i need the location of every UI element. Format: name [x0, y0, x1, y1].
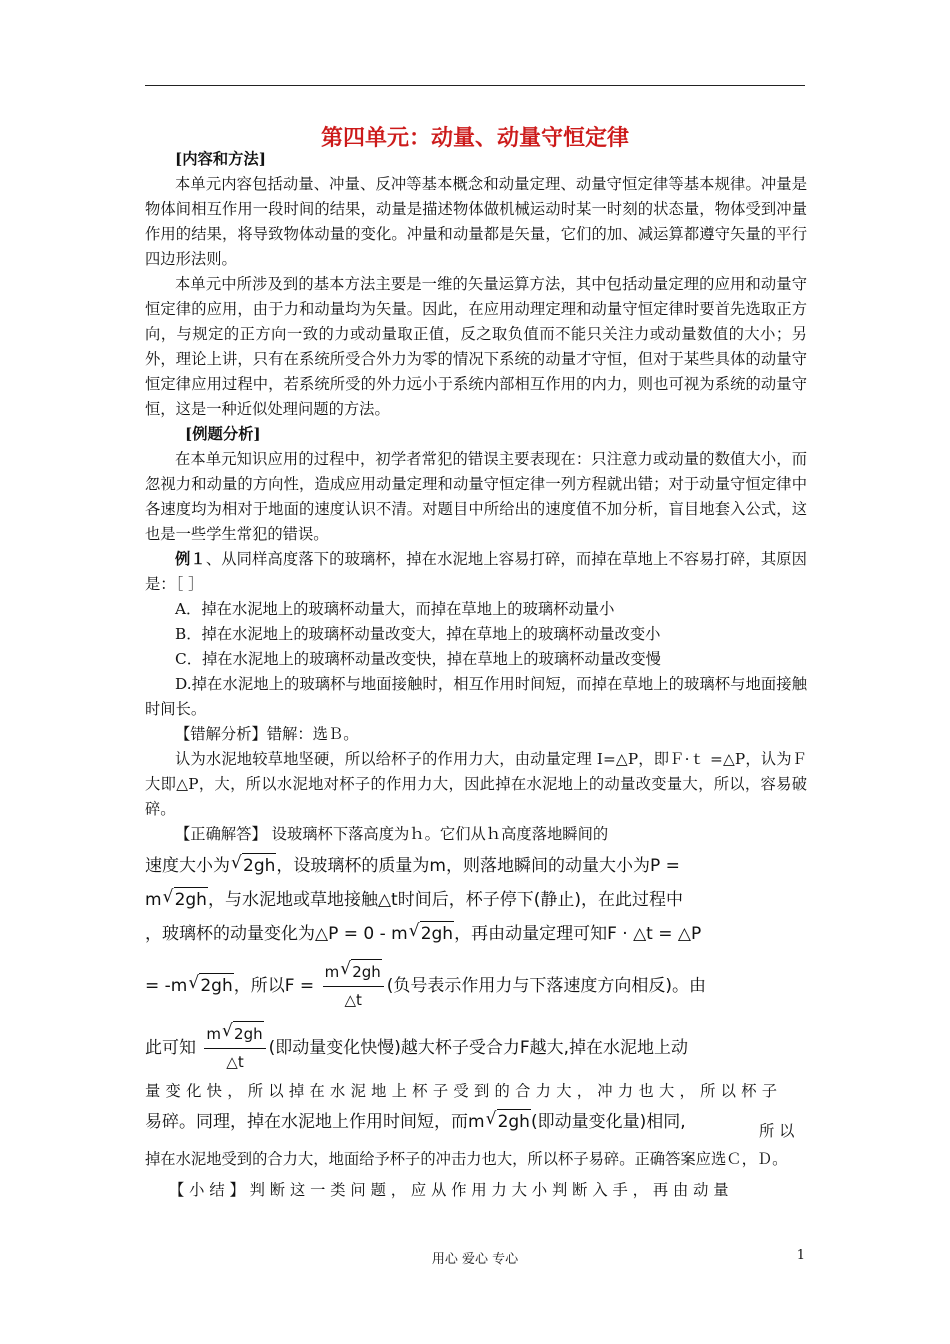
method-paragraph-2: 本单元中所涉及到的基本方法主要是一维的矢量运算方法，其中包括动量定理的应用和动量守恒定律的应用，由于力和动量均为矢量。因此，在应用动理定理和动量守恒定律时要首先选取正方向，与规定的正方向一致的力或动量取正值，反之取负值而不能只关注力或动量数值的大小；另外，理论上讲，只有在系统所受合外力为零的情况下系统的动量才守恒，但对于某些具体的动量守恒定律应用过程中，若系统所受的外力远小于系统内部相互作用的内力，则也可视为系统的动量守恒，这是一种近似处理问题的方法。 [145, 275, 807, 418]
formula-line-5: 此可知 $\frac{m√ 2gh}{\triangle t}$ (即动量变化快慢)越大杯子受合力F越大,掉在水泥地上动 [145, 1021, 688, 1075]
option-a: A．掉在水泥地上的玻璃杯动量大，而掉在草地上的玻璃杯动量小 [175, 600, 615, 618]
method-paragraph-1: 本单元内容包括动量、冲量、反冲等基本概念和动量定理、动量守恒定律等基本规律。冲量是物体间相互作用一段时间的结果，动量是描述物体做机械运动时某一时刻的状态量，物体受到冲量作用的结果，将导致物体动量的变化。冲量和动量都是矢量，它们的加、减运算都遵守矢量的平行四边形法则。 [145, 175, 807, 268]
formula-line-3: ，玻璃杯的动量变化为△P = 0 - m√ 2gh，再由动量定理可知F · △t = △P [145, 921, 701, 947]
text-line-7-tail: 所 以 [759, 1122, 795, 1140]
footer-motto: 用心 爱心 专心 [431, 1252, 519, 1267]
sqrt-2gh: √ 2gh [497, 1109, 531, 1135]
formula-line-7: 易碎。同理，掉在水泥地上作用时间短，而m√ 2gh(即动量变化量)相同, [145, 1109, 686, 1135]
example-1-label: 例１ [175, 550, 206, 568]
method-heading: [内容和方法] [175, 150, 266, 168]
correct-answer-heading: 【正确解答】 设玻璃杯下落高度为ｈ。它们从ｈ高度落地瞬间的 [175, 825, 609, 843]
page-number: 1 [796, 1248, 805, 1263]
sqrt-2gh: √ 2gh [420, 921, 454, 947]
wrong-analysis-paragraph: 认为水泥地较草地坚硬，所以给杯子的作用力大，由动量定理 I=△P，即Ｆ·ｔ =△P，认为Ｆ大即△P，大，所以水泥地对杯子的作用力大，因此掉在水泥地上的动量改变量大，所以，容易破碎。 [145, 750, 807, 818]
fraction-m-sqrt-2gh-over-dt: $\frac{m√ 2gh}{\triangle t}$ [323, 959, 384, 1013]
formula-line-2: m√ 2gh，与水泥地或草地接触△t时间后，杯子停下(静止)，在此过程中 [145, 887, 683, 913]
sqrt-2gh: √ 2gh [199, 973, 233, 999]
example-paragraph: 在本单元知识应用的过程中，初学者常犯的错误主要表现在：只注意力或动量的数值大小，而忽视力和动量的方向性，造成应用动量定理和动量守恒定律一列方程就出错；对于动量守恒定律中各速度均为相对于地面的速度认识不清。对题目中所给出的速度值不加分析，盲目地套入公式，这也是一些学生常犯的错误。 [145, 450, 807, 543]
summary-line: 【 小 结 】 判 断 这 一 类 问 题 ， 应 从 作 用 力 大 小 判 断 入 手 ， 再 由 动 量 [169, 1181, 729, 1199]
formula-line-4: = -m√ 2gh，所以F = $\frac{m√ 2gh}{\triangle t}$ (负号表示作用力与下落速度方向相反)。由 [145, 959, 706, 1013]
page-title: 第四单元：动量、动量守恒定律 [320, 126, 629, 151]
text-line-6: 量 变 化 快 ， 所 以 掉 在 水 泥 地 上 杯 子 受 到 的 合 力 大 ， 冲 力 也 大 ， 所 以 杯 子 [145, 1082, 778, 1100]
example-1-question [145, 547, 807, 597]
example-heading: [例题分析] [185, 425, 261, 443]
option-c: C．掉在水泥地上的玻璃杯动量改变快，掉在草地上的玻璃杯动量改变慢 [175, 650, 661, 668]
formula-line-1: 速度大小为√ 2gh，设玻璃杯的质量为m，则落地瞬间的动量大小为P = [145, 853, 680, 879]
fraction-m-sqrt-2gh-over-dt: $\frac{m√ 2gh}{\triangle t}$ [204, 1021, 265, 1075]
text-line-8: 掉在水泥地受到的合力大，地面给予杯子的冲击力也大，所以杯子易碎。正确答案应选Ｃ，Ｄ。 [145, 1150, 788, 1168]
option-b: B．掉在水泥地上的玻璃杯动量改变大，掉在草地上的玻璃杯动量改变小 [175, 625, 661, 643]
header-rule [145, 85, 805, 86]
wrong-analysis-heading: 【错解分析】错解：选Ｂ。 [175, 725, 359, 743]
sqrt-2gh: √ 2gh [242, 853, 276, 879]
formula-block [145, 847, 807, 1140]
option-d: D.掉在水泥地上的玻璃杯与地面接触时，相互作用时间短，而掉在草地上的玻璃杯与地面接触时间长。 [145, 675, 807, 718]
document-body [145, 147, 807, 1203]
example-1-text: 、从同样高度落下的玻璃杯，掉在水泥地上容易打碎，而掉在草地上不容易打碎，其原因是：［ ］ [145, 550, 807, 593]
sqrt-2gh: √ 2gh [174, 887, 208, 913]
